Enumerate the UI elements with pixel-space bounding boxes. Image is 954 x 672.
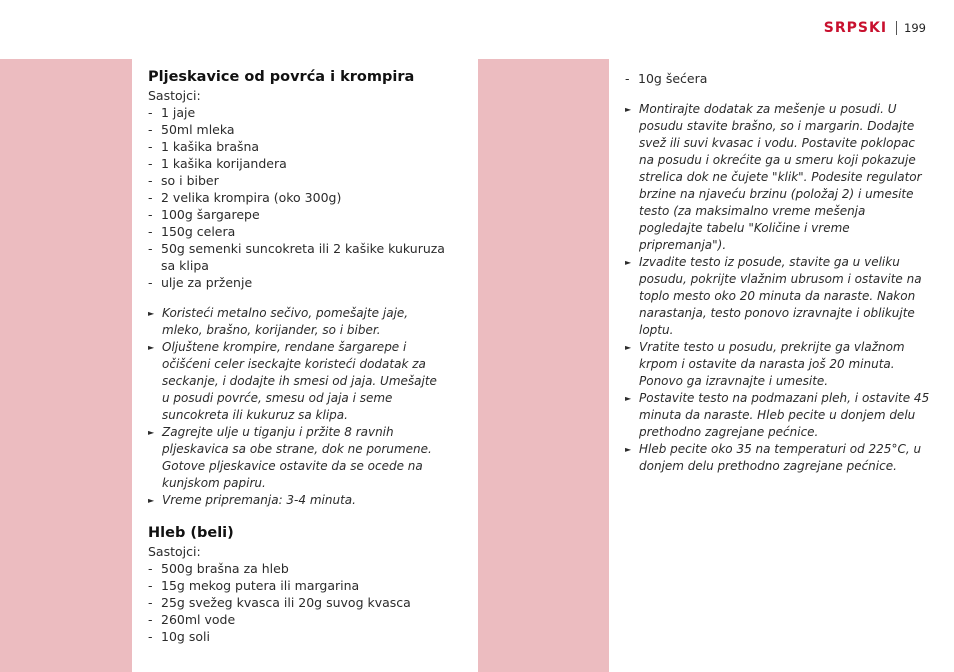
- step-item: ► Montirajte dodatak za mešenje u posudi. U posudu stavite brašno, so i margarin. Dodajte svež ili suvi kvasac i vodu. Postavite poklopac na posudu i okrećite ga u smeru koji pokazuje strelica dok ne čujete "klik". Podesite regulator brzine na njaveću brzinu (položaj 2) i umesite testo (za maksimalno vreme mešenja pogledajte tabelu "Količine i vreme pripremanja").: [625, 102, 922, 252]
- decorative-band-middle: [478, 59, 609, 672]
- header-divider: [896, 21, 897, 35]
- ingredient-item: - 10g šećera: [625, 71, 708, 86]
- ingredients-label: Sastojci:: [148, 544, 201, 559]
- bullet-triangle-icon: ►: [625, 343, 632, 352]
- bullet-triangle-icon: ►: [148, 343, 155, 352]
- left-column: [148, 68, 448, 645]
- ingredient-item: - ulje za prženje: [148, 275, 253, 290]
- ingredient-item: - 150g celera: [148, 224, 236, 239]
- language-label: SRPSKI: [823, 20, 888, 36]
- step-item: ► Postavite testo na podmazani pleh, i ostavite 45 minuta da naraste. Hleb pecite u donjem delu prethodno zagrejane pećnice.: [625, 391, 930, 439]
- step-list: [625, 101, 930, 475]
- ingredient-item: - 1 kašika brašna: [148, 139, 260, 154]
- bullet-triangle-icon: ►: [148, 496, 155, 505]
- ingredient-item: - 1 kašika korijandera: [148, 156, 287, 171]
- step-item: ► Zagrejte ulje u tiganju i pržite 8 ravnih pljeskavica sa obe strane, dok ne porumene. Gotove pljeskavice ostavite da se ocede na kunjskom papiru.: [148, 425, 432, 490]
- ingredient-item: - 50ml mleka: [148, 122, 235, 137]
- step-list: [148, 305, 448, 509]
- step-item: ► Koristeći metalno sečivo, pomešajte jaje, mleko, brašno, korijander, so i biber.: [148, 306, 409, 337]
- ingredient-item: - 500g brašna za hleb: [148, 561, 289, 576]
- step-item: ► Oljuštene krompire, rendane šargarepe i očišćeni celer iseckajte koristeći dodatak za seckanje, i dodajte ih smesi od jaja. Umešajte u posudi povrće, smesu od jaja i seme suncokreta ili kukuruz sa klipa.: [148, 340, 437, 422]
- recipe-title: Pljeskavice od povrća i krompira: [148, 69, 415, 85]
- bullet-triangle-icon: ►: [625, 105, 632, 114]
- ingredient-list: [148, 560, 448, 645]
- ingredient-item: - 15g mekog putera ili margarina: [148, 578, 360, 593]
- ingredients-label: Sastojci:: [148, 88, 201, 103]
- ingredient-item: - 1 jaje: [148, 105, 196, 120]
- ingredient-item: - 25g svežeg kvasca ili 20g suvog kvasca: [148, 595, 411, 610]
- ingredient-item: - 2 velika krompira (oko 300g): [148, 190, 342, 205]
- decorative-band-left: [0, 59, 132, 672]
- bullet-triangle-icon: ►: [625, 258, 632, 267]
- ingredient-list: [148, 104, 448, 291]
- right-column: [625, 70, 930, 475]
- page-number: 199: [904, 21, 926, 35]
- ingredient-item: - so i biber: [148, 173, 219, 188]
- ingredient-item: - 260ml vode: [148, 612, 236, 627]
- recipe-title: Hleb (beli): [148, 525, 234, 541]
- bullet-triangle-icon: ►: [625, 445, 632, 454]
- ingredient-item: - 10g soli: [148, 629, 210, 644]
- ingredient-item: - 100g šargarepe: [148, 207, 260, 222]
- step-item: ► Vreme pripremanja: 3-4 minuta.: [148, 493, 356, 507]
- bullet-triangle-icon: ►: [148, 428, 155, 437]
- step-item: ► Vratite testo u posudu, prekrijte ga vlažnom krpom i ostavite da narasta još 20 minuta. Ponovo ga izravnajte i umesite.: [625, 340, 905, 388]
- bullet-triangle-icon: ►: [625, 394, 632, 403]
- ingredient-item: - 50g semenki suncokreta ili 2 kašike kukuruza sa klipa: [148, 241, 445, 273]
- bullet-triangle-icon: ►: [148, 309, 155, 318]
- page-header: [824, 20, 926, 36]
- step-item: ► Izvadite testo iz posude, stavite ga u veliku posudu, pokrijte vlažnim ubrusom i ostavite na toplo mesto oko 20 minuta da naraste. Nakon narastanja, testo ponovo izravnajte i oblikujte loptu.: [625, 255, 922, 337]
- step-item: ► Hleb pecite oko 35 na temperaturi od 225°C, u donjem delu prethodno zagrejane pećnice.: [625, 442, 922, 473]
